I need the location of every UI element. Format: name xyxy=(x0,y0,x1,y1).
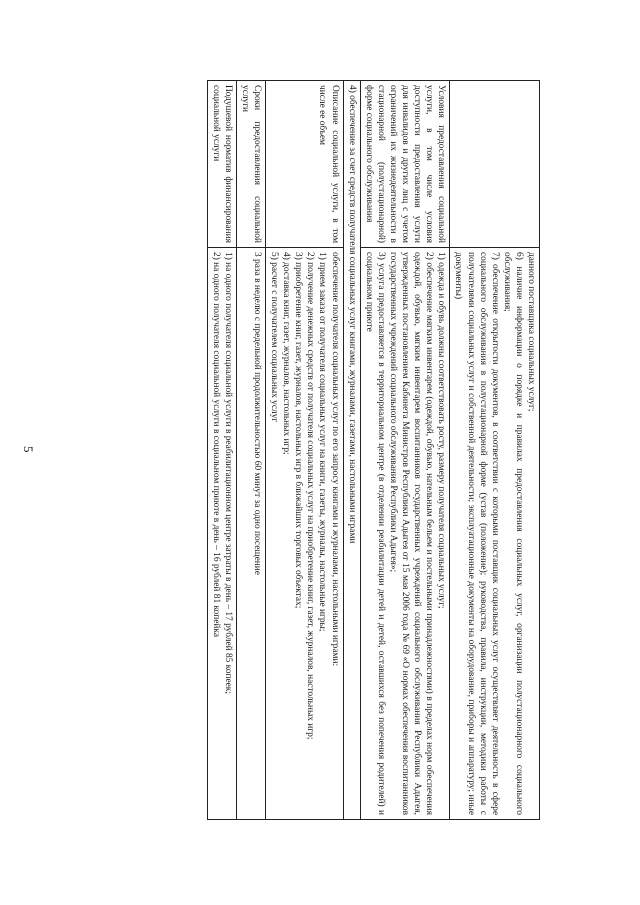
section-heading: 4) обеспечение за счет средств получателя социальных услуг книгами, журналами, газетами, настольными играми xyxy=(346,85,357,544)
row-label: Подушевой норматив финансирования социальной услуги xyxy=(210,85,233,243)
service-standards-table xyxy=(207,80,540,820)
row-label-cell xyxy=(450,81,540,248)
table-row xyxy=(207,81,236,820)
row-value-cell xyxy=(360,248,450,820)
table-row xyxy=(450,81,540,820)
table-row xyxy=(360,81,450,820)
list-item: 3 раза в неделю с предельной продолжительностью 60 минут за одно посещение xyxy=(252,252,263,575)
row-label: Условия предоставления социальной услуги, в том числе условия доступности предоставления услуги для инвалидов и других лиц с учетом ограничений их жизнедеятельности в стационарной (полустационарной) форме социального обслуживания xyxy=(363,85,447,243)
section-heading-cell xyxy=(343,81,360,820)
list-item: 2) получение денежных средств от получателя социальных услуг на приобретение книг, газет, журналов, настольных игр; xyxy=(305,252,316,740)
list-item: 1) на одного получателя социальной услуги в реабилитационном центре затраты в день – 17 рублей 85 копеек; xyxy=(222,252,233,694)
list-item: 3) услуга предоставляется в территориальном центре (в отделении реабилитации детей и детей, оставшихся без попечения родителей) и социальном приюте xyxy=(363,252,386,815)
rotated-page-content xyxy=(70,80,540,820)
list-item: 1) одежда и обувь должны соответствовать росту, размеру получателя социальных услуг; xyxy=(436,252,447,609)
list-item: 6) наличие информации о порядке и правилах предоставления социальных услуг, организации полустационарного социального обслуживания; xyxy=(501,252,524,815)
list-item: 2) на одного получателя социальной услуги в социальном приюте в день – 16 рублей 81 копейка xyxy=(210,252,221,638)
row-value-cell xyxy=(236,248,265,820)
list-item: 2) обеспечение мягким инвентарем (одеждой, обувью, нательным бельем и постельными принадлежностями) в пределах норм обеспечения одеждой, обувью, мягким инвентарем воспитанников государственных учреждений социального обслуживания Республики Адыгея, утвержденных постановлением Кабинета Министров Республики Адыгея от 15 мая 2006 года № 69 «О нормах обеспечения воспитанников государственных учреждений социального обслуживания Республики Адыгея»; xyxy=(387,252,435,815)
list-item: данного поставщика социальных услуг; xyxy=(526,252,536,412)
row-label: Описание социальной услуги, в том числе ее объем xyxy=(317,85,340,243)
list-item: 5) расчет с получателем социальных услуг xyxy=(269,252,280,423)
table-row xyxy=(236,81,265,820)
list-item: 4) доставка книг, газет, журналов, настольных игр; xyxy=(281,252,292,455)
row-label-cell xyxy=(207,81,236,248)
row-value-cell xyxy=(450,248,540,820)
list-item: 1) прием заказа от получателя социальных услуг на книги, газеты, журналы, настольные игры; xyxy=(317,252,328,632)
list-item: обеспечение получателя социальных услуг по его запросу книгами и журналами, настольными играми: xyxy=(329,252,340,667)
list-item: 7) обеспечение открытости документов, в соответствии с которыми поставщик социальных услуг осуществляет деятельность в сфере социального обслуживания в полустационарной форме (устав (положение); руководства, правила, инструкции, методики работы с получателями социальных услуг и собственной деятельности; эксплуатационные документы на оборудование, приборы и аппаратуру; иные документы) xyxy=(453,252,500,815)
table-row xyxy=(266,81,344,820)
row-value-cell xyxy=(266,248,344,820)
row-value-cell xyxy=(207,248,236,820)
row-label-cell xyxy=(236,81,265,248)
page-number: 5 xyxy=(21,446,36,453)
row-label-cell xyxy=(360,81,450,248)
table-row xyxy=(343,81,360,820)
row-label-cell xyxy=(266,81,344,248)
row-label: Сроки предоставления социальной услуги xyxy=(239,85,263,243)
list-item: 3) приобретение книг, газет, журналов, настольных игр в ближайших торговых объектах; xyxy=(293,252,304,609)
